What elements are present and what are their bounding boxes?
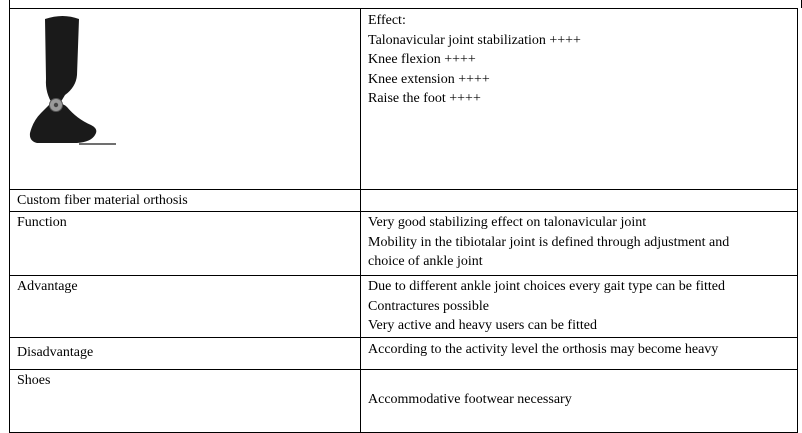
shoes-row [10, 370, 798, 433]
orthosis-foot [30, 103, 96, 143]
advantage-value [361, 276, 798, 338]
shoes-label: Shoes [10, 370, 361, 433]
effect-cell [361, 9, 798, 190]
orthosis-illustration [21, 13, 121, 153]
function-line: Mobility in the tibiotalar joint is defined through adjustment and [368, 234, 730, 250]
orthosis-image [17, 9, 354, 187]
advantage-line: Very active and heavy users can be fitted [368, 318, 597, 333]
image-row [10, 9, 798, 190]
top-border-left [9, 0, 10, 8]
effect-item: Knee flexion ++++ [368, 52, 476, 67]
orthosis-table [9, 8, 798, 433]
advantage-line: Contractures possible [368, 298, 489, 314]
ankle-joint-pin [54, 103, 58, 107]
function-label: Function [10, 212, 361, 276]
orthosis-image-cell [10, 9, 361, 190]
advantage-line: Due to different ankle joint choices every gait type can be fitted [368, 279, 725, 294]
disadvantage-row [10, 338, 798, 370]
effect-item: Raise the foot ++++ [368, 91, 481, 106]
advantage-row [10, 276, 798, 338]
function-row [10, 212, 798, 276]
function-line: choice of ankle joint [368, 254, 483, 269]
effect-item: Talonavicular joint stabilization ++++ [368, 32, 581, 48]
effect-heading: Effect: [368, 13, 406, 28]
disadvantage-value: According to the activity level the orthosis may become heavy [361, 338, 798, 370]
orthosis-title: Custom fiber material orthosis [10, 190, 361, 212]
disadvantage-label: Disadvantage [10, 338, 361, 370]
shoes-value: Accommodative footwear necessary [361, 370, 798, 433]
function-value [361, 212, 798, 276]
function-line: Very good stabilizing effect on talonavicular joint [368, 215, 647, 230]
orthosis-shaft [45, 16, 79, 105]
effect-item: Knee extension ++++ [368, 71, 490, 87]
advantage-label: Advantage [10, 276, 361, 338]
orthosis-title-value [361, 190, 798, 212]
orthosis-title-row [10, 190, 798, 212]
